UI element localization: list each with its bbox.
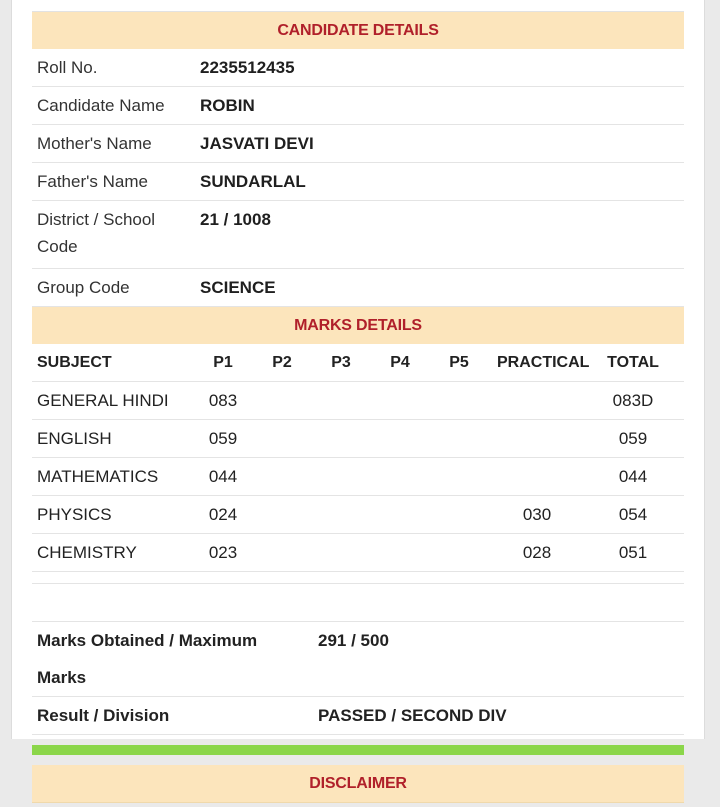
p5-cell: [426, 534, 492, 572]
practical-cell: [492, 382, 582, 420]
p4-cell: [374, 382, 426, 420]
summary-row-marks: [32, 622, 684, 697]
candidate-row-group: [32, 269, 684, 307]
p4-cell: [374, 458, 426, 496]
p5-cell: [426, 420, 492, 458]
col-practical: PRACTICAL: [492, 344, 582, 382]
col-p3: P3: [308, 344, 374, 382]
candidate-row-father: [32, 163, 684, 201]
table-row: [32, 458, 684, 496]
p3-cell: [308, 420, 374, 458]
table-gap: [32, 584, 684, 622]
practical-cell: 028: [492, 534, 582, 572]
mother-name-value: JASVATI DEVI: [195, 125, 684, 163]
p2-cell: [256, 420, 308, 458]
result-content: [32, 0, 684, 807]
p4-cell: [374, 534, 426, 572]
p2-cell: [256, 534, 308, 572]
marks-obtained-value: 291 / 500: [313, 622, 684, 697]
result-progress-bar: [32, 745, 684, 755]
col-p1: P1: [190, 344, 256, 382]
col-p4: P4: [374, 344, 426, 382]
candidate-details-header: CANDIDATE DETAILS: [32, 12, 684, 49]
candidate-table: [32, 49, 684, 307]
p3-cell: [308, 382, 374, 420]
result-division-label: Result / Division: [32, 697, 313, 735]
result-card: [11, 0, 705, 792]
father-name-value: SUNDARLAL: [195, 163, 684, 201]
p1-cell: 023: [190, 534, 256, 572]
p2-cell: [256, 382, 308, 420]
table-row: [32, 496, 684, 534]
practical-cell: 030: [492, 496, 582, 534]
col-total: TOTAL: [582, 344, 684, 382]
p3-cell: [308, 534, 374, 572]
top-divider: [32, 0, 684, 12]
p5-cell: [426, 382, 492, 420]
p2-cell: [256, 496, 308, 534]
disclaimer-divider: [32, 802, 684, 807]
candidate-row-mother: [32, 125, 684, 163]
p1-cell: 059: [190, 420, 256, 458]
disclaimer-header: DISCLAIMER: [32, 765, 684, 802]
practical-cell: [492, 458, 582, 496]
p1-cell: 024: [190, 496, 256, 534]
result-division-value: PASSED / SECOND DIV: [313, 697, 684, 735]
candidate-name-label: Candidate Name: [32, 87, 195, 125]
district-school-label: District / School Code: [32, 201, 195, 269]
col-subject: SUBJECT: [32, 344, 190, 382]
marks-header-row: [32, 344, 684, 382]
table-divider: [32, 572, 684, 584]
p4-cell: [374, 496, 426, 534]
p2-cell: [256, 458, 308, 496]
p1-cell: 044: [190, 458, 256, 496]
subject-cell: ENGLISH: [32, 420, 190, 458]
p5-cell: [426, 496, 492, 534]
roll-value: 2235512435: [195, 49, 684, 87]
marks-obtained-label: Marks Obtained / Maximum Marks: [32, 622, 313, 697]
table-row: [32, 382, 684, 420]
subject-cell: MATHEMATICS: [32, 458, 190, 496]
p3-cell: [308, 458, 374, 496]
candidate-row-roll: [32, 49, 684, 87]
p4-cell: [374, 420, 426, 458]
total-cell: 054: [582, 496, 684, 534]
district-school-value: 21 / 1008: [195, 201, 684, 269]
p5-cell: [426, 458, 492, 496]
table-row: [32, 420, 684, 458]
mother-name-label: Mother's Name: [32, 125, 195, 163]
p3-cell: [308, 496, 374, 534]
subject-cell: CHEMISTRY: [32, 534, 190, 572]
p1-cell: 083: [190, 382, 256, 420]
group-code-label: Group Code: [32, 269, 195, 307]
subject-cell: GENERAL HINDI: [32, 382, 190, 420]
marks-details-header: MARKS DETAILS: [32, 307, 684, 344]
table-row: [32, 534, 684, 572]
subject-cell: PHYSICS: [32, 496, 190, 534]
total-cell: 044: [582, 458, 684, 496]
candidate-row-district: [32, 201, 684, 269]
col-p5: P5: [426, 344, 492, 382]
candidate-row-name: [32, 87, 684, 125]
col-p2: P2: [256, 344, 308, 382]
roll-label: Roll No.: [32, 49, 195, 87]
candidate-name-value: ROBIN: [195, 87, 684, 125]
summary-table: [32, 622, 684, 735]
summary-row-result: [32, 697, 684, 735]
total-cell: 051: [582, 534, 684, 572]
total-cell: 083D: [582, 382, 684, 420]
practical-cell: [492, 420, 582, 458]
total-cell: 059: [582, 420, 684, 458]
group-code-value: SCIENCE: [195, 269, 684, 307]
father-name-label: Father's Name: [32, 163, 195, 201]
marks-table: [32, 344, 684, 572]
